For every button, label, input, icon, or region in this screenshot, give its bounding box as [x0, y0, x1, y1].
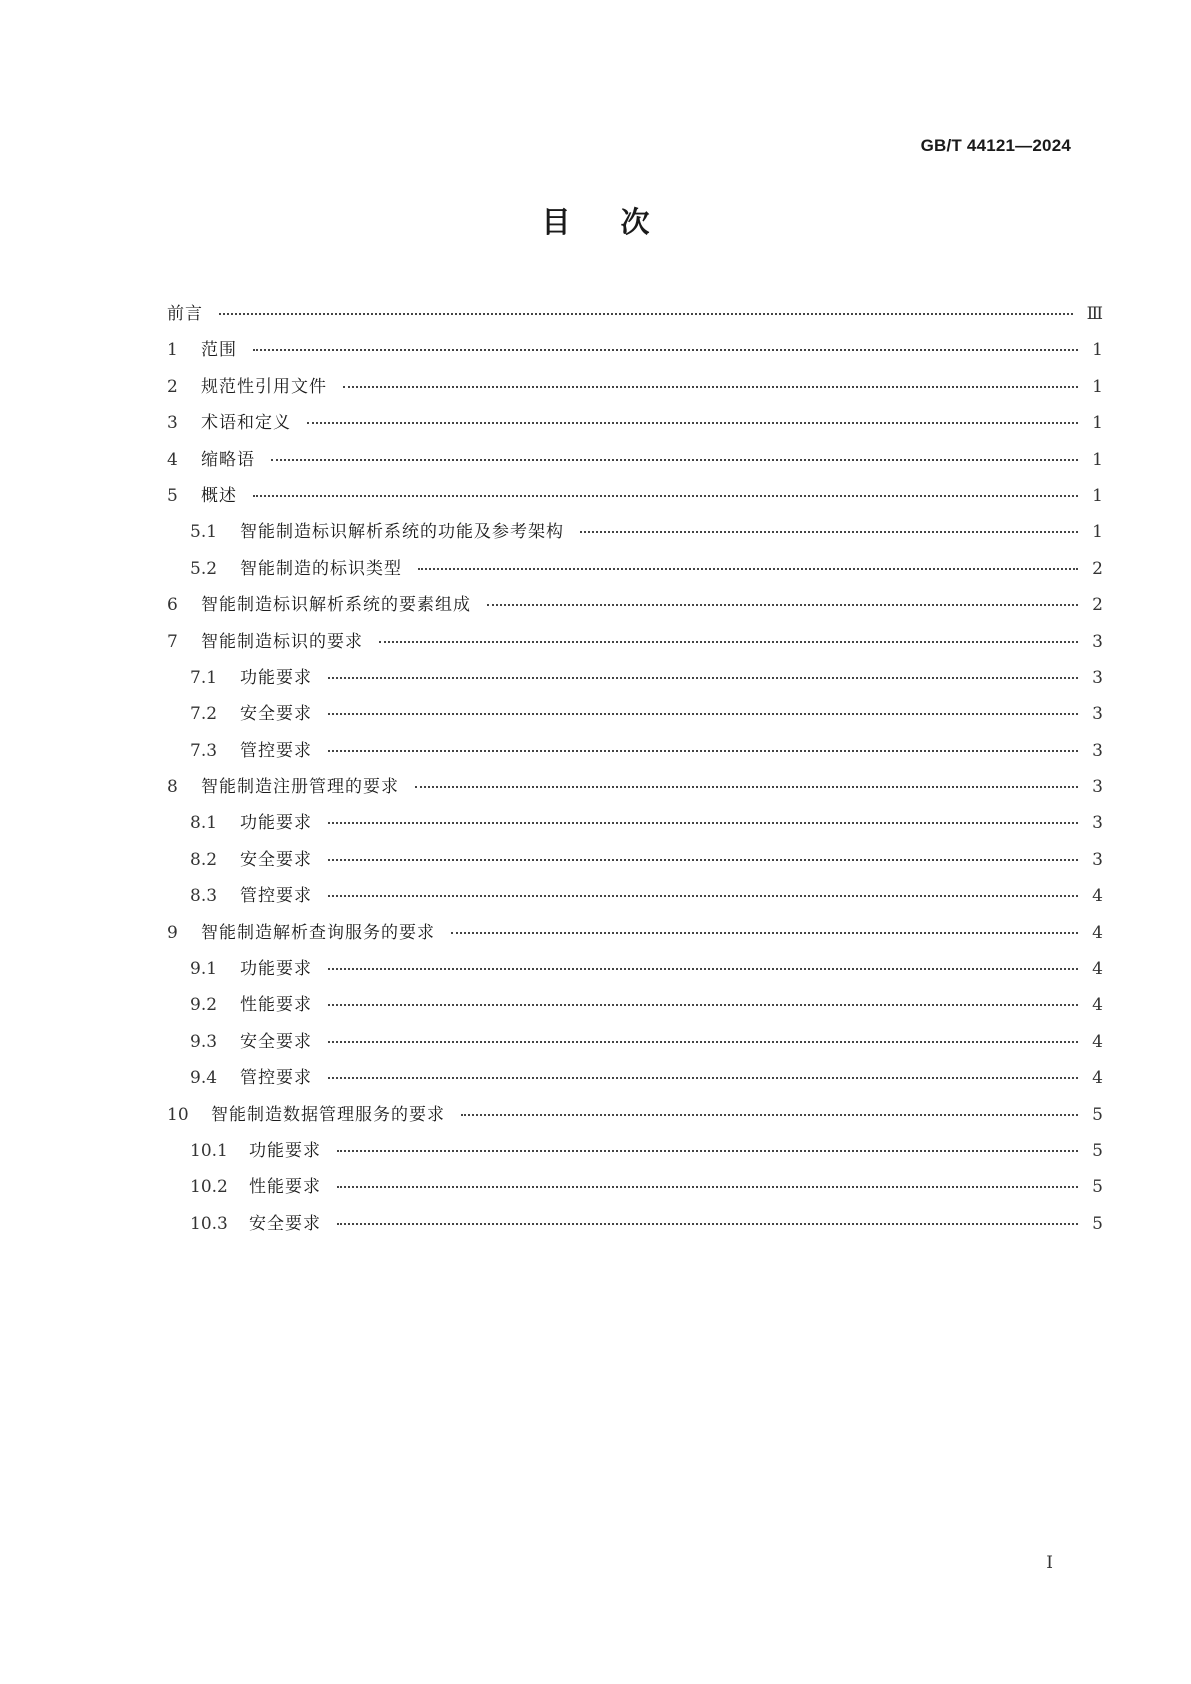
toc-dot-leader — [418, 568, 1078, 570]
toc-entry-number: 9.2 — [190, 995, 218, 1016]
toc-entry[interactable] — [167, 517, 1103, 553]
toc-entry-title: 范围 — [201, 340, 237, 361]
toc-dot-leader — [328, 677, 1078, 679]
toc-entry-title: 管控要求 — [240, 1068, 312, 1089]
toc-entry[interactable] — [167, 445, 1103, 481]
toc-entry[interactable] — [167, 1027, 1103, 1063]
toc-entry-number: 4 — [167, 449, 178, 470]
toc-entry[interactable] — [167, 808, 1103, 844]
toc-entry-title: 功能要求 — [240, 667, 312, 688]
toc-entry-number: 8.1 — [190, 813, 218, 834]
toc-entry-page: 4 — [1092, 922, 1103, 943]
toc-entry[interactable] — [167, 408, 1103, 444]
toc-dot-leader — [328, 895, 1078, 897]
toc-entry-page: 3 — [1092, 667, 1103, 688]
toc-entry-page: 1 — [1092, 485, 1103, 506]
toc-entry-number: 7.2 — [190, 704, 218, 725]
toc-entry[interactable] — [167, 554, 1103, 590]
toc-dot-leader — [451, 932, 1078, 934]
toc-entry-title: 管控要求 — [240, 886, 312, 907]
toc-dot-leader — [337, 1223, 1078, 1225]
toc-entry[interactable] — [167, 1172, 1103, 1208]
toc-dot-leader — [328, 822, 1078, 824]
toc-entry-number: 10 — [167, 1104, 189, 1125]
toc-entry[interactable] — [167, 990, 1103, 1026]
toc-entry[interactable] — [167, 1100, 1103, 1136]
toc-entry-page: 1 — [1092, 522, 1103, 543]
toc-entry-title: 安全要求 — [240, 1031, 312, 1052]
toc-entry-number: 10.1 — [190, 1140, 228, 1161]
toc-entry[interactable] — [167, 335, 1103, 371]
toc-entry-page: 5 — [1092, 1177, 1103, 1198]
toc-entry-title: 智能制造标识解析系统的要素组成 — [201, 595, 471, 616]
toc-entry-page: 3 — [1092, 631, 1103, 652]
toc-entry[interactable] — [167, 772, 1103, 808]
toc-entry-title: 智能制造的标识类型 — [240, 558, 402, 579]
toc-entry-title: 功能要求 — [240, 813, 312, 834]
toc-entry-number: 8.2 — [190, 849, 218, 870]
toc-dot-leader — [328, 713, 1078, 715]
toc-entry[interactable] — [167, 736, 1103, 772]
toc-entry[interactable] — [167, 299, 1103, 335]
toc-dot-leader — [328, 1077, 1078, 1079]
toc-dot-leader — [328, 1004, 1078, 1006]
toc-entry[interactable] — [167, 954, 1103, 990]
toc-entry-title: 缩略语 — [201, 449, 255, 470]
toc-entry-title: 规范性引用文件 — [201, 376, 327, 397]
toc-entry-number: 9 — [167, 922, 178, 943]
toc-entry-number: 8.3 — [190, 886, 218, 907]
toc-entry-page: 5 — [1092, 1104, 1103, 1125]
toc-entry-page: Ⅲ — [1086, 304, 1103, 324]
toc-dot-leader — [580, 531, 1078, 533]
toc-entry-title: 智能制造注册管理的要求 — [201, 777, 399, 798]
toc-entry-number: 8 — [167, 777, 178, 798]
toc-entry-title: 功能要求 — [249, 1140, 321, 1161]
toc-dot-leader — [307, 422, 1078, 424]
toc-dot-leader — [379, 641, 1078, 643]
toc-dot-leader — [219, 313, 1073, 315]
toc-dot-leader — [343, 386, 1078, 388]
toc-entry-title: 安全要求 — [240, 704, 312, 725]
toc-entry-number: 7.3 — [190, 740, 218, 761]
toc-entry-page: 3 — [1092, 777, 1103, 798]
toc-entry[interactable] — [167, 481, 1103, 517]
toc-entry-page: 3 — [1092, 704, 1103, 725]
toc-entry[interactable] — [167, 663, 1103, 699]
toc-entry-title: 管控要求 — [240, 740, 312, 761]
toc-dot-leader — [328, 750, 1078, 752]
toc-entry-page: 1 — [1092, 413, 1103, 434]
toc-entry-page: 2 — [1092, 595, 1103, 616]
toc-entry-page: 2 — [1092, 558, 1103, 579]
toc-dot-leader — [328, 859, 1078, 861]
toc-entry[interactable] — [167, 372, 1103, 408]
toc-entry-title: 智能制造数据管理服务的要求 — [211, 1104, 445, 1125]
toc-entry-page: 5 — [1092, 1140, 1103, 1161]
toc-entry-number: 6 — [167, 595, 178, 616]
toc-entry-number: 5.2 — [190, 558, 218, 579]
toc-entry-page: 4 — [1092, 959, 1103, 980]
toc-dot-leader — [328, 1041, 1078, 1043]
toc-entry-page: 1 — [1092, 376, 1103, 397]
toc-entry[interactable] — [167, 627, 1103, 663]
toc-entry-number: 5.1 — [190, 522, 218, 543]
toc-dot-leader — [253, 495, 1078, 497]
toc-entry-title: 术语和定义 — [201, 413, 291, 434]
toc-entry-title: 性能要求 — [240, 995, 312, 1016]
toc-entry-title: 智能制造解析查询服务的要求 — [201, 922, 435, 943]
toc-entry[interactable] — [167, 918, 1103, 954]
toc-entry-page: 3 — [1092, 740, 1103, 761]
toc-entry[interactable] — [167, 1209, 1103, 1245]
toc-entry[interactable] — [167, 1136, 1103, 1172]
toc-entry-number: 9.3 — [190, 1031, 218, 1052]
toc-entry-title: 智能制造标识解析系统的功能及参考架构 — [240, 522, 564, 543]
toc-entry-number: 10.2 — [190, 1177, 228, 1198]
standard-code: GB/T 44121—2024 — [920, 136, 1071, 155]
toc-entry-number: 5 — [167, 485, 178, 506]
toc-entry-page: 5 — [1092, 1213, 1103, 1234]
page-number: I — [1046, 1553, 1053, 1573]
toc-dot-leader — [328, 968, 1078, 970]
toc-entry-number: 3 — [167, 413, 178, 434]
toc-entry[interactable] — [167, 881, 1103, 917]
toc-entry-title: 概述 — [201, 485, 237, 506]
toc-entry-page: 1 — [1092, 340, 1103, 361]
toc-entry-title: 安全要求 — [240, 849, 312, 870]
toc-entry-title: 智能制造标识的要求 — [201, 631, 363, 652]
toc-dot-leader — [337, 1150, 1078, 1152]
toc-entry-number: 1 — [167, 340, 178, 361]
toc-entry-number: 10.3 — [190, 1213, 228, 1234]
toc-entry-page: 3 — [1092, 813, 1103, 834]
toc-entry-page: 1 — [1092, 449, 1103, 470]
table-of-contents — [167, 299, 1103, 1245]
toc-dot-leader — [487, 604, 1078, 606]
toc-entry-title: 安全要求 — [249, 1213, 321, 1234]
toc-entry-title: 前言 — [167, 304, 203, 324]
toc-entry-number: 9.4 — [190, 1068, 218, 1089]
toc-entry[interactable] — [167, 590, 1103, 626]
toc-dot-leader — [337, 1186, 1078, 1188]
toc-dot-leader — [461, 1114, 1078, 1116]
toc-entry-number: 2 — [167, 376, 178, 397]
toc-entry-page: 4 — [1092, 1031, 1103, 1052]
toc-entry[interactable] — [167, 1063, 1103, 1099]
toc-entry-number: 7.1 — [190, 667, 218, 688]
toc-entry-page: 3 — [1092, 849, 1103, 870]
toc-entry-page: 4 — [1092, 886, 1103, 907]
toc-dot-leader — [271, 459, 1078, 461]
toc-entry-number: 9.1 — [190, 959, 218, 980]
toc-entry-page: 4 — [1092, 995, 1103, 1016]
toc-entry-number: 7 — [167, 631, 178, 652]
toc-entry-title: 功能要求 — [240, 959, 312, 980]
toc-dot-leader — [253, 349, 1078, 351]
toc-entry[interactable] — [167, 699, 1103, 735]
toc-entry[interactable] — [167, 845, 1103, 881]
toc-entry-title: 性能要求 — [249, 1177, 321, 1198]
page-title: 目次 — [541, 205, 700, 239]
toc-dot-leader — [415, 786, 1078, 788]
toc-entry-page: 4 — [1092, 1068, 1103, 1089]
